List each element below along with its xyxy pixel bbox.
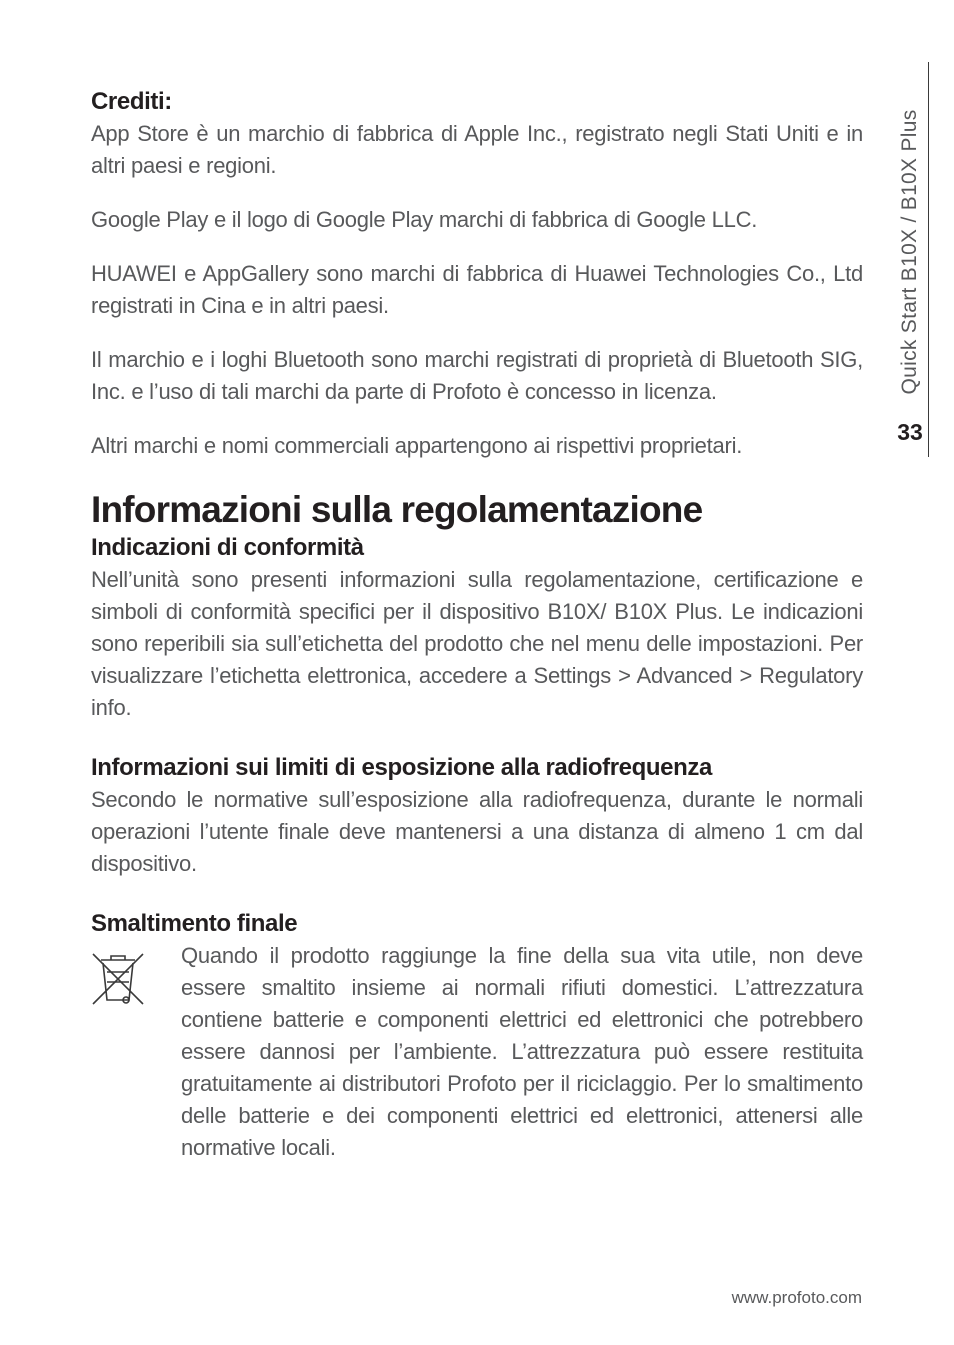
disposal-section bbox=[91, 940, 863, 1164]
sidebar bbox=[892, 62, 929, 457]
page-number: 33 bbox=[897, 419, 923, 445]
rf-exposure-text: Secondo le normative sull’esposizione alla radiofrequenza, durante le normali operazioni l’utente finale deve mantenersi a una distanza di almeno 1 cm dal dispositivo. bbox=[91, 787, 863, 876]
compliance-text: Nell’unità sono presenti informazioni sulla regolamentazione, certificazione e simboli di conformità specifici per il dispositivo B10X/ B10X Plus. Le indicazioni sono reperibili sia sull’etichetta del prodotto che nel menu delle impostazioni. Per visualizzare l’etichetta elettronica, accedere a Settings > Advanced > Regulatory info. bbox=[91, 567, 863, 720]
credits-paragraph-bluetooth: Il marchio e i loghi Bluetooth sono marchi registrati di proprietà di Bluetooth SIG, Inc. e l’uso di tali marchi da parte di Profoto è concesso in licenza. bbox=[91, 347, 863, 404]
rf-exposure-heading: Informazioni sui limiti di esposizione alla radiofrequenza bbox=[91, 754, 712, 781]
disposal-text: Quando il prodotto raggiunge la fine della sua vita utile, non deve essere smaltito insieme ai normali rifiuti domestici. L’attrezzatura contiene batterie e componenti elettrici ed elettronici che potrebbero essere dannosi per l’ambiente. L’attrezzatura può essere restituita gratuitamente ai distributori Profoto per il riciclaggio. Per lo smaltimento delle batterie e dei componenti elettrici ed elettronici, attenersi alle normative locali. bbox=[181, 943, 863, 1160]
document-title: Quick Start B10X / B10X Plus bbox=[898, 109, 921, 395]
credits-paragraph-app-store: App Store è un marchio di fabbrica di Apple Inc., registrato negli Stati Uniti e in altri paesi e regioni. bbox=[91, 121, 863, 178]
credits-paragraph-huawei: HUAWEI e AppGallery sono marchi di fabbrica di Huawei Technologies Co., Ltd registrati in Cina e in altri paesi. bbox=[91, 261, 863, 318]
disposal-heading: Smaltimento finale bbox=[91, 910, 298, 937]
compliance-heading: Indicazioni di conformità bbox=[91, 534, 364, 561]
regulatory-title: Informazioni sulla regolamentazione bbox=[91, 489, 703, 530]
footer-url: www.profoto.com bbox=[731, 1288, 862, 1307]
credits-paragraph-google-play: Google Play e il logo di Google Play marchi di fabbrica di Google LLC. bbox=[91, 207, 758, 232]
weee-crossed-bin-icon bbox=[91, 950, 145, 1008]
credits-paragraph-other-marks: Altri marchi e nomi commerciali appartengono ai rispettivi proprietari. bbox=[91, 433, 743, 458]
credits-heading: Crediti: bbox=[91, 88, 172, 115]
page-content bbox=[91, 86, 863, 1164]
